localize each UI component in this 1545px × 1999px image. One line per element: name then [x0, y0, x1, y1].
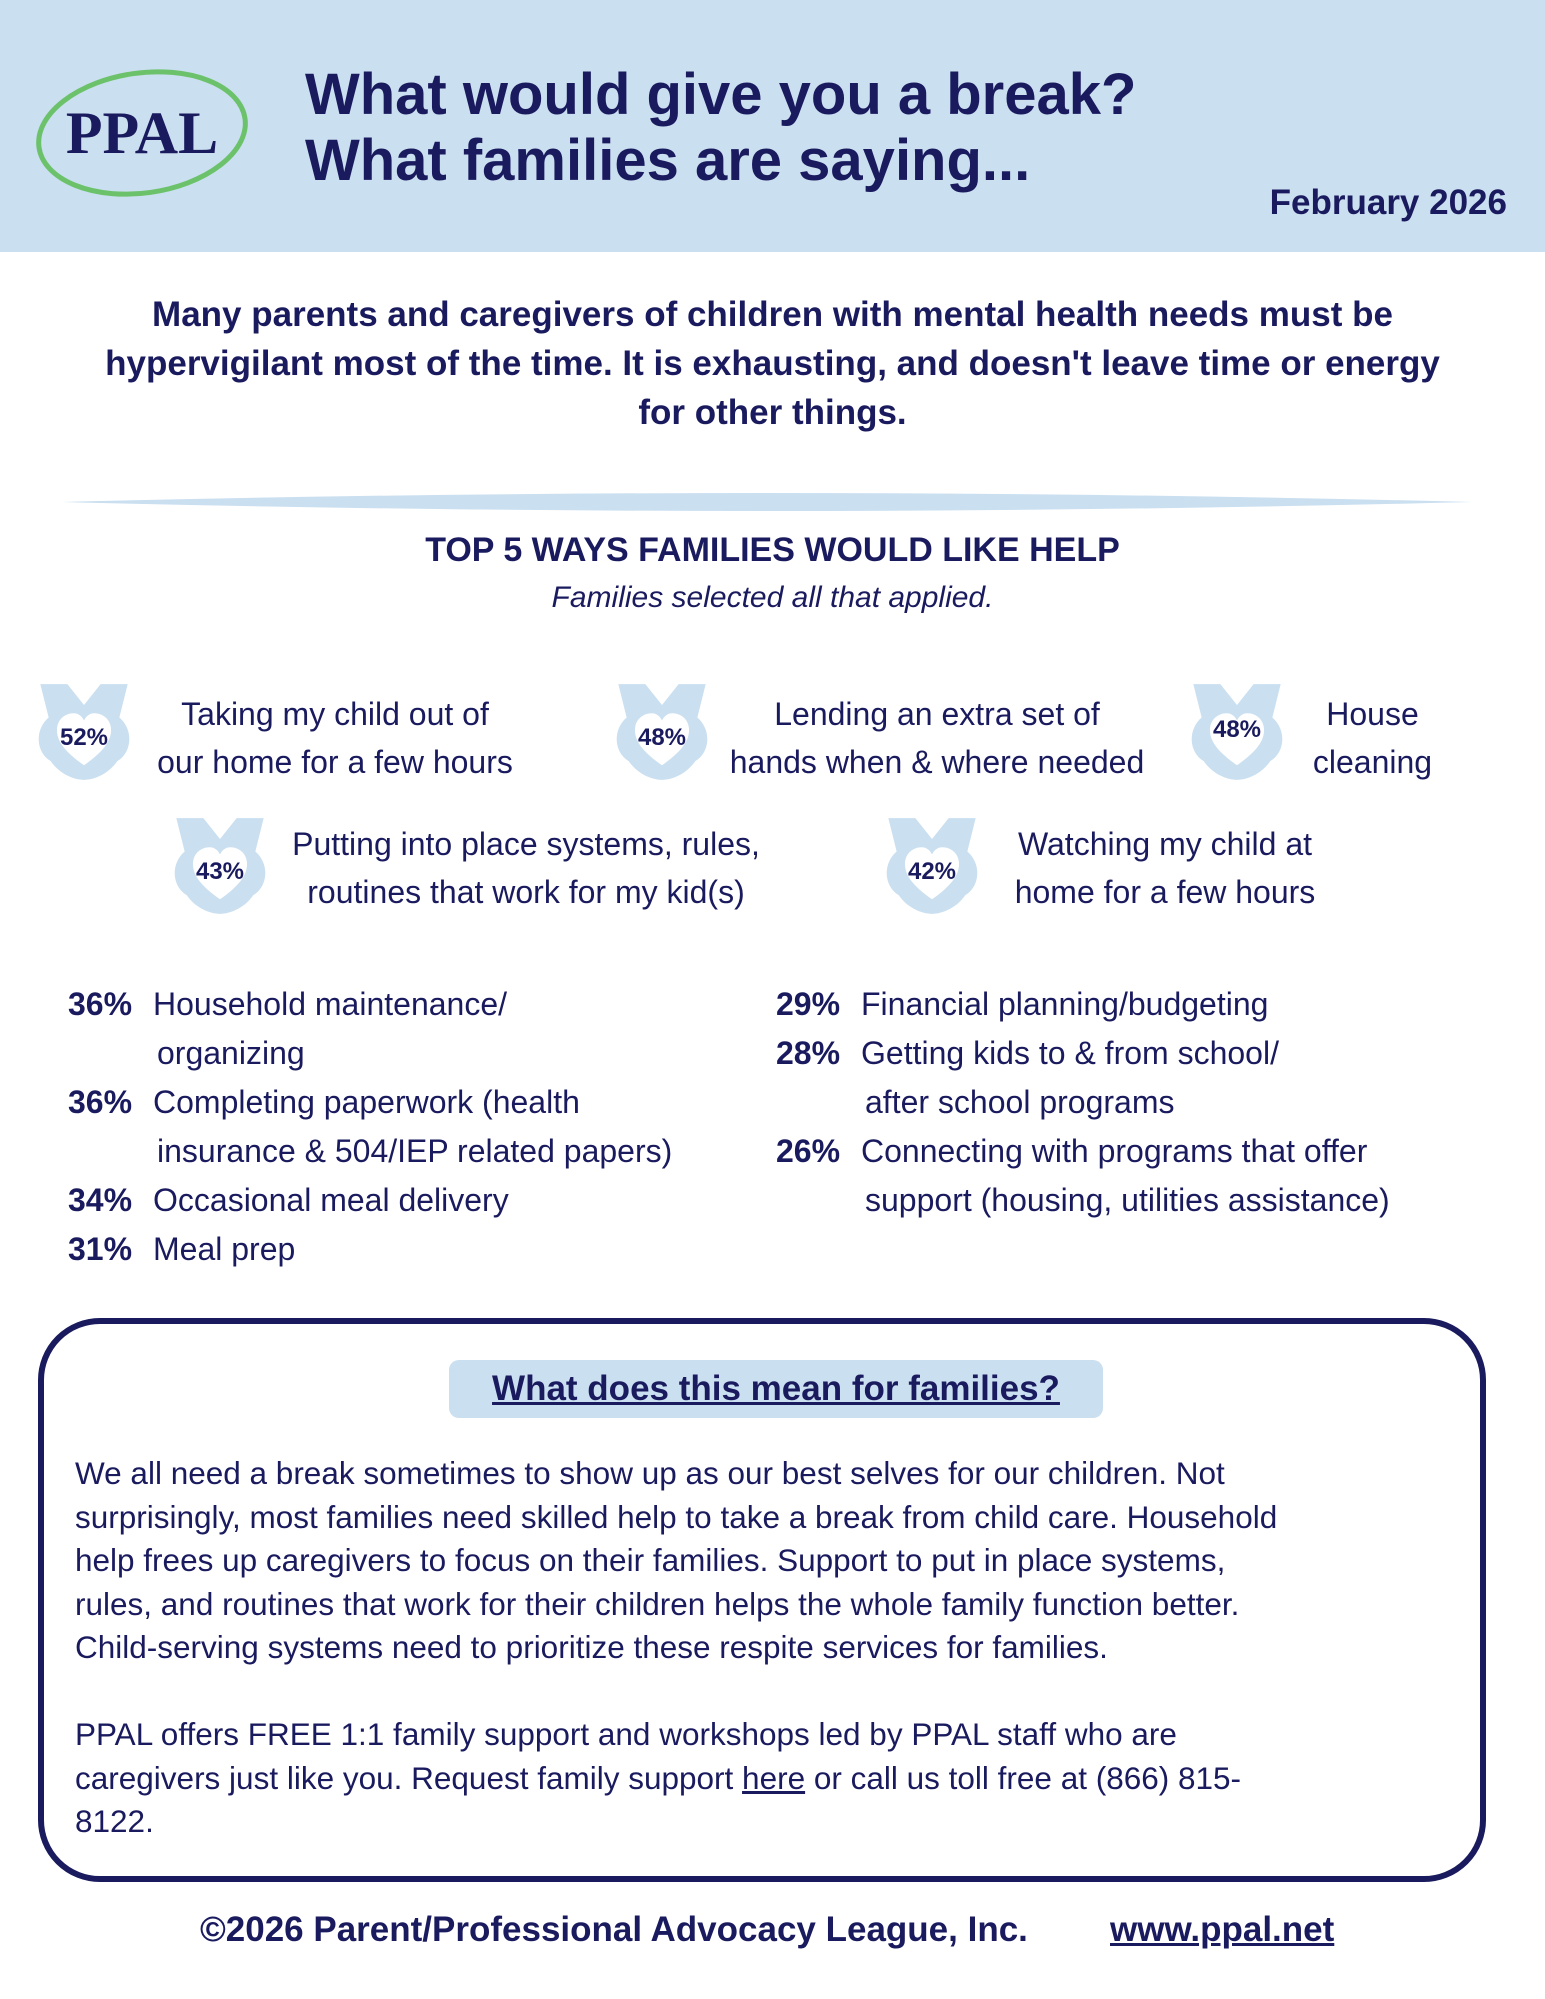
top-item	[1185, 678, 1450, 788]
top-item	[880, 812, 1350, 922]
family-support-link[interactable]: here	[742, 1759, 806, 1796]
section-divider	[62, 490, 1472, 514]
header-banner	[0, 0, 1545, 252]
intro-text: Many parents and caregivers of children with mental health needs must be hypervigilant most of the time. It is exhausting, and doesn't leave time or energy for other things.	[105, 295, 1440, 432]
ppal-logo[interactable]	[30, 55, 255, 205]
list-item: 28% Getting kids to & from school/ after school programs	[776, 1035, 1279, 1120]
other-list-right	[776, 980, 1496, 1225]
meaning-paragraph: We all need a break sometimes to show up as our best selves for our children. Not surprisingly, most families need skilled help to take a break from child care. Household help frees up caregivers to focus on their families. Support to put in place systems, rules, and routines that work for their children helps the whole family function better. Child-serving systems need to prioritize these respite services for families.	[75, 1455, 1278, 1665]
page-title	[305, 62, 1136, 194]
item-label: Lending an extra set of hands when & where needed	[729, 696, 1145, 780]
list-item: 31% Meal prep	[68, 1231, 296, 1267]
item-label: Taking my child out of our home for a few hours	[157, 696, 513, 780]
logo-text: PPAL	[65, 100, 219, 166]
item-percent: 52%	[59, 724, 109, 751]
item-percent: 43%	[195, 858, 245, 885]
meaning-box-title: What does this mean for families?	[449, 1360, 1103, 1418]
item-label: Watching my child at home for a few hours	[1014, 826, 1316, 910]
meaning-box	[38, 1318, 1486, 1882]
list-item: 34% Occasional meal delivery	[68, 1182, 509, 1218]
item-label: House cleaning	[1312, 696, 1433, 780]
top-item	[32, 678, 552, 788]
item-percent: 48%	[1212, 716, 1262, 743]
item-percent: 48%	[637, 724, 687, 751]
title-line-2: What families are saying...	[305, 128, 1031, 193]
copyright-text: ©2026 Parent/Professional Advocacy League, Inc.	[200, 1910, 1028, 1949]
issue-date: February 2026	[1269, 183, 1507, 222]
title-line-1: What would give you a break?	[305, 62, 1137, 127]
list-item: 29% Financial planning/budgeting	[776, 986, 1269, 1022]
website-link[interactable]: www.ppal.net	[1110, 1910, 1335, 1949]
support-paragraph: PPAL offers FREE 1:1 family support and workshops led by PPAL staff who are caregivers just like you. Request family support here or call us toll free at (866) 815- 8122.	[75, 1716, 1242, 1839]
list-item: 36% Household maintenance/ organizing	[68, 986, 508, 1071]
list-item: 26% Connecting with programs that offer support (housing, utilities assistance)	[776, 1133, 1390, 1218]
section-subtitle: Families selected all that applied.	[551, 581, 994, 614]
other-list-left	[68, 980, 748, 1274]
top-item	[610, 678, 1170, 788]
list-item: 36% Completing paperwork (health insurance & 504/IEP related papers)	[68, 1084, 673, 1169]
top-item	[168, 812, 798, 922]
item-label: Putting into place systems, rules, routines that work for my kid(s)	[292, 826, 760, 910]
item-percent: 42%	[907, 858, 957, 885]
section-title: TOP 5 WAYS FAMILIES WOULD LIKE HELP	[425, 531, 1120, 569]
